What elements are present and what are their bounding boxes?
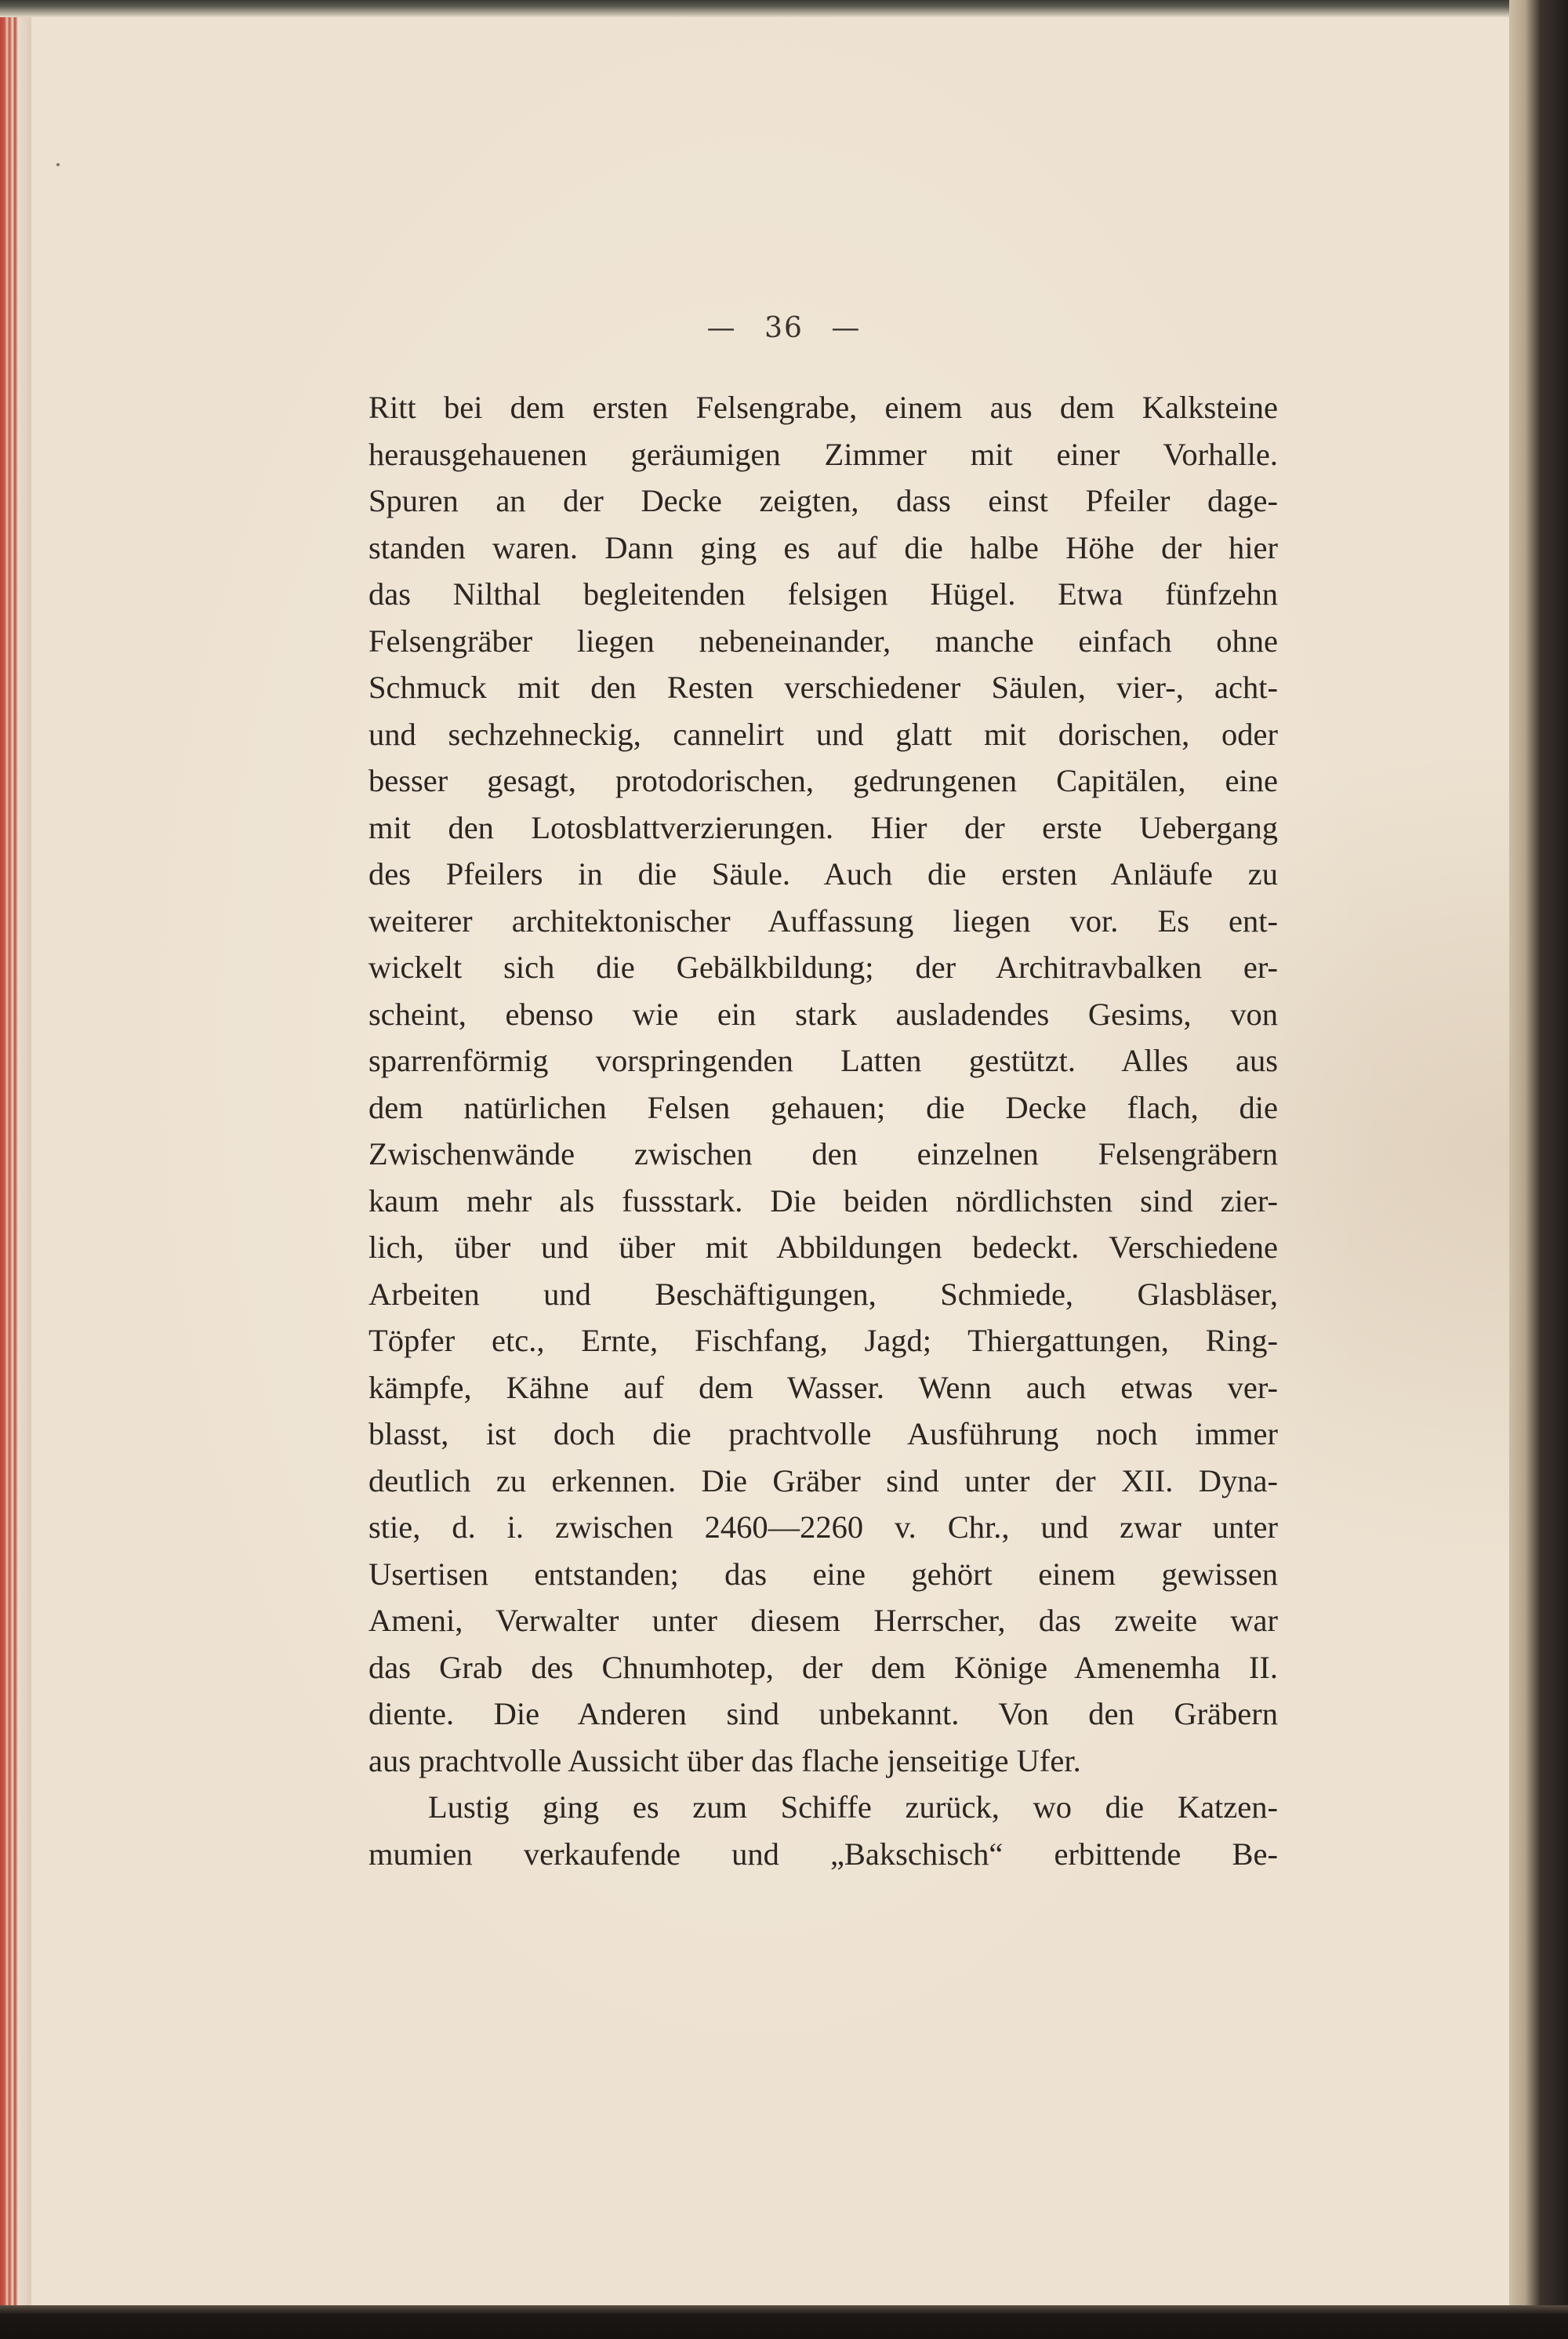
text-line: diente. Die Anderen sind unbekannt. Von den Gräbern <box>368 1696 1278 1731</box>
red-page-edge <box>0 0 31 2305</box>
text-line: und sechzehneckig, cannelirt und glatt mit dorischen, oder <box>368 716 1278 752</box>
header-left-dash: — <box>706 312 737 344</box>
text-line: scheint, ebenso wie ein stark ausladendes Gesims, von <box>368 996 1278 1032</box>
text-line: Ameni, Verwalter unter diesem Herrscher, das zweite war <box>368 1603 1278 1638</box>
text-line: Zwischenwände zwischen den einzelnen Felsengräbern <box>368 1136 1278 1171</box>
text-line: Schmuck mit den Resten verschiedener Säulen, vier-, acht- <box>368 670 1278 705</box>
text-line: das Nilthal begleitenden felsigen Hügel. Etwa fünfzehn <box>368 576 1278 612</box>
text-line: des Pfeilers in die Säule. Auch die ersten Anläufe zu <box>368 856 1278 892</box>
text-line: besser gesagt, protodorischen, gedrungenen Capitälen, eine <box>368 763 1278 798</box>
text-line: mumien verkaufende und „Bakschisch“ erbittende Be- <box>368 1836 1278 1872</box>
paragraph-start-line: Lustig ging es zum Schiffe zurück, wo die Katzen- <box>428 1789 1278 1825</box>
text-line: lich, über und über mit Abbildungen bedeckt. Verschiedene <box>368 1229 1278 1265</box>
body-text <box>368 384 1278 1877</box>
text-line: Töpfer etc., Ernte, Fischfang, Jagd; Thiergattungen, Ring- <box>368 1323 1278 1358</box>
header-right-dash: — <box>831 312 862 344</box>
text-line: Arbeiten und Beschäftigungen, Schmiede, Glasbläser, <box>368 1276 1278 1312</box>
text-line: dem natürlichen Felsen gehauen; die Decke flach, die <box>368 1089 1278 1125</box>
text-line: herausgehauenen geräumigen Zimmer mit einer Vorhalle. <box>368 436 1278 472</box>
text-line: Felsengräber liegen nebeneinander, manche einfach ohne <box>368 623 1278 659</box>
page-header <box>0 312 1568 344</box>
text-line: blasst, ist doch die prachtvolle Ausführung noch immer <box>368 1416 1278 1451</box>
text-line: standen waren. Dann ging es auf die halbe Höhe der hier <box>368 529 1278 565</box>
text-line: Ritt bei dem ersten Felsengrabe, einem aus dem Kalksteine <box>368 390 1278 425</box>
text-line: Spuren an der Decke zeigten, dass einst Pfeiler dage- <box>368 483 1278 518</box>
text-line: sparrenförmig vorspringenden Latten gestützt. Alles aus <box>368 1043 1278 1078</box>
paper-speck <box>56 163 60 166</box>
text-line: weiterer architektonischer Auffassung liegen vor. Es ent- <box>368 903 1278 939</box>
text-line: deutlich zu erkennen. Die Gräber sind unter der XII. Dyna- <box>368 1462 1278 1498</box>
text-line: Usertisen entstanden; das eine gehört einem gewissen <box>368 1556 1278 1592</box>
top-binding-edge <box>0 0 1568 17</box>
page-number: 36 <box>764 312 804 344</box>
text-line: stie, d. i. zwischen 2460—2260 v. Chr., und zwar unter <box>368 1509 1278 1545</box>
bottom-scan-edge <box>0 2305 1568 2339</box>
text-line: kämpfe, Kähne auf dem Wasser. Wenn auch etwas ver- <box>368 1369 1278 1405</box>
text-line: mit den Lotosblattverzierungen. Hier der erste Uebergang <box>368 809 1278 845</box>
paragraph-end-line: aus prachtvolle Aussicht über das flache jenseitige Ufer. <box>368 1742 1081 1778</box>
text-line: das Grab des Chnumhotep, der dem Könige Amenemha II. <box>368 1649 1278 1685</box>
right-page-gutter <box>1509 0 1568 2339</box>
text-line: wickelt sich die Gebälkbildung; der Architravbalken er- <box>368 950 1278 985</box>
text-line: kaum mehr als fussstark. Die beiden nördlichsten sind zier- <box>368 1182 1278 1219</box>
